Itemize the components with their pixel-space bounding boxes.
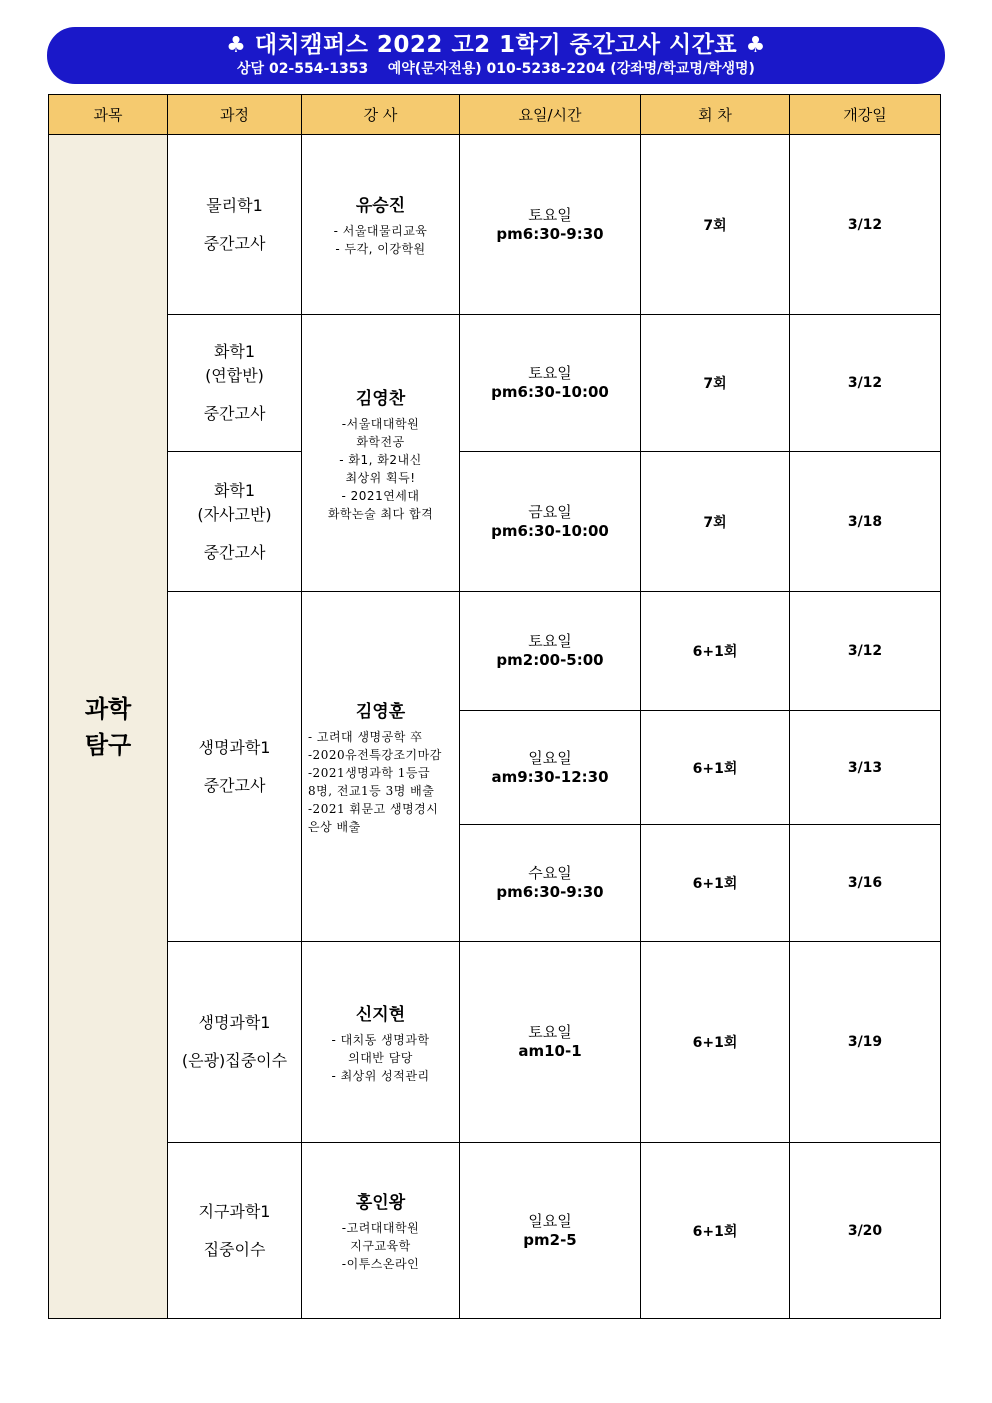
instructor-cell [302, 592, 460, 942]
day-time-cell: 토요일 pm2:00-5:00 [460, 592, 641, 711]
instructor-cell [302, 1143, 460, 1319]
header-day-time: 요일/시간 [460, 95, 641, 135]
table-row [49, 1143, 941, 1319]
page-title [47, 32, 945, 59]
start-date-cell: 3/16 [790, 825, 941, 942]
sessions-cell: 6+1회 [641, 1143, 790, 1319]
day-time-cell: 수요일 pm6:30-9:30 [460, 825, 641, 942]
instructor-name: 김영훈 [355, 702, 406, 722]
sessions-cell: 6+1회 [641, 592, 790, 711]
day-time-cell: 토요일 am10-1 [460, 942, 641, 1143]
instructor-name: 유승진 [355, 196, 406, 216]
start-date-cell: 3/12 [790, 592, 941, 711]
club-icon: ♣ [226, 33, 247, 58]
instructor-name: 홍인왕 [355, 1193, 406, 1213]
subject-cell: 과학 탐구 [49, 135, 168, 1319]
instructor-notes: - 대치동 생명과학 의대반 담당 - 최상위 성적관리 [331, 1032, 430, 1083]
sessions-cell: 7회 [641, 135, 790, 315]
day-time-cell: 토요일 pm6:30-9:30 [460, 135, 641, 315]
instructor-cell [302, 942, 460, 1143]
title-text: 대치캠퍼스 2022 고2 1학기 중간고사 시간표 [254, 32, 738, 58]
schedule-table [48, 94, 941, 1319]
table-row [49, 315, 941, 452]
start-date-cell: 3/18 [790, 452, 941, 592]
table-row [49, 452, 941, 592]
instructor-notes: - 서울대물리교육 - 두각, 이강학원 [333, 224, 428, 256]
header-start-date: 개강일 [790, 95, 941, 135]
instructor-cell [302, 135, 460, 315]
instructor-name: 김영찬 [355, 388, 406, 409]
sessions-cell: 6+1회 [641, 942, 790, 1143]
instructor-cell [302, 315, 460, 592]
course-cell: 화학1 (자사고반) 중간고사 [168, 452, 302, 592]
header-row [49, 95, 941, 135]
start-date-cell: 3/19 [790, 942, 941, 1143]
start-date-cell: 3/12 [790, 135, 941, 315]
table-row [49, 592, 941, 711]
instructor-notes: -서울대대학원 화학전공 - 화1, 화2내신 최상위 획득! - 2021연세대 화학논술 최다 합격 [327, 416, 434, 521]
table-row [49, 135, 941, 315]
header-course: 과정 [168, 95, 302, 135]
day-time-cell: 일요일 am9:30-12:30 [460, 711, 641, 825]
header-instructor: 강 사 [302, 95, 460, 135]
start-date-cell: 3/12 [790, 315, 941, 452]
header-sessions: 회 차 [641, 95, 790, 135]
day-time-cell: 일요일 pm2-5 [460, 1143, 641, 1319]
header-subject: 과목 [49, 95, 168, 135]
course-cell: 화학1 (연합반) 중간고사 [168, 315, 302, 452]
course-cell: 물리학1 중간고사 [168, 135, 302, 315]
instructor-notes: - 고려대 생명공학 卒 -2020유전특강조기마감 -2021생명과학 1등급 8명, 전교1등 3명 배출 -2021 휘문고 생명경시 은상 배출 [308, 730, 442, 834]
sessions-cell: 6+1회 [641, 825, 790, 942]
title-banner [47, 27, 945, 84]
club-icon: ♣ [745, 33, 766, 58]
instructor-notes: -고려대대학원 지구교육학 -이투스온라인 [341, 1221, 420, 1271]
instructor-name: 신지현 [355, 1004, 406, 1025]
start-date-cell: 3/20 [790, 1143, 941, 1319]
start-date-cell: 3/13 [790, 711, 941, 825]
contact-info: 상담 02-554-1353 예약(문자전용) 010-5238-2204 (강좌명/학교명/학생명) [237, 61, 755, 77]
day-time-cell: 토요일 pm6:30-10:00 [460, 315, 641, 452]
course-cell: 생명과학1 중간고사 [168, 592, 302, 942]
sessions-cell: 7회 [641, 452, 790, 592]
course-cell: 생명과학1 (은광)집중이수 [168, 942, 302, 1143]
sessions-cell: 7회 [641, 315, 790, 452]
course-cell: 지구과학1 집중이수 [168, 1143, 302, 1319]
sessions-cell: 6+1회 [641, 711, 790, 825]
table-row [49, 942, 941, 1143]
day-time-cell: 금요일 pm6:30-10:00 [460, 452, 641, 592]
